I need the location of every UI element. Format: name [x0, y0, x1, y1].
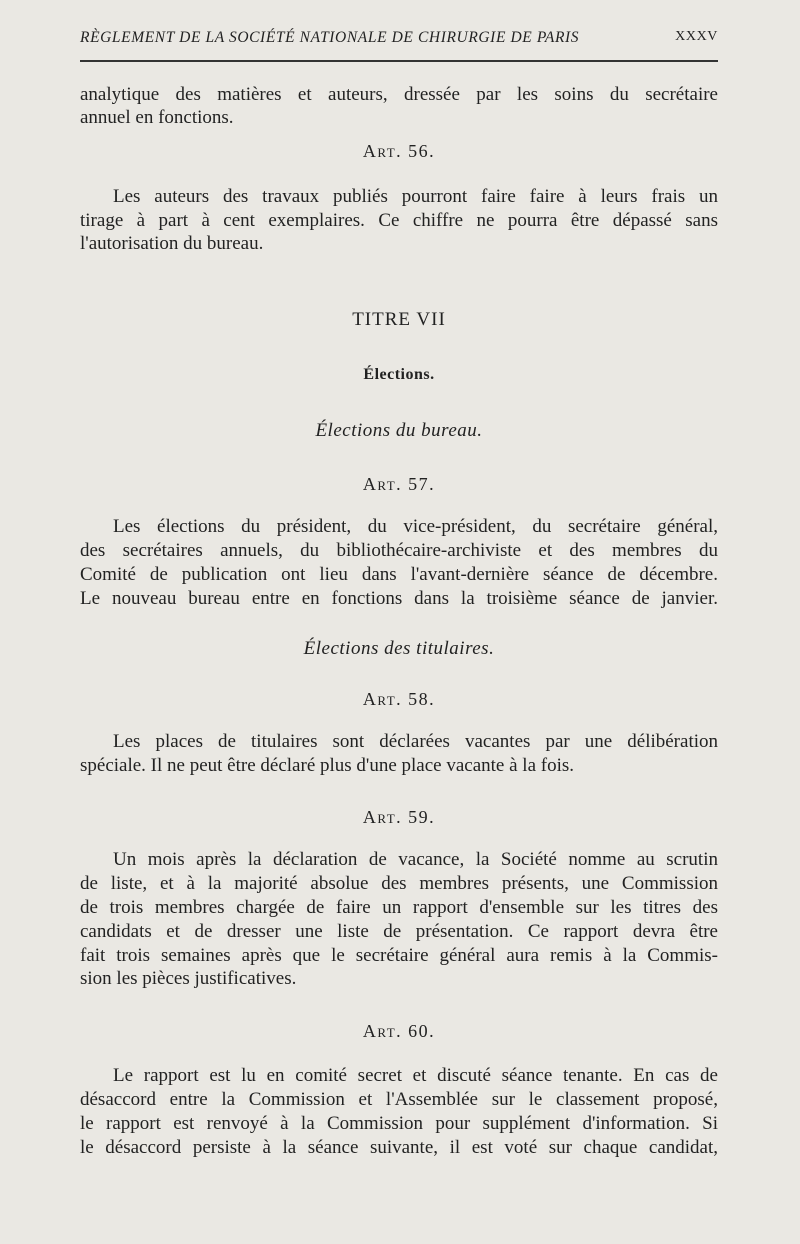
article-heading: Art. 57. — [362, 474, 436, 494]
paragraph-line: le rapport est renvoyé à la Commission pour supplément d'information. Si — [80, 1113, 718, 1134]
paragraph-line: sion les pièces justificatives. — [80, 968, 297, 989]
paragraph-line: des secrétaires annuels, du bibliothécaire-archiviste et des membres du — [80, 540, 718, 561]
paragraph-line: de liste, et à la majorité absolue des membres présents, une Commission — [80, 873, 718, 894]
paragraph-line: Le nouveau bureau entre en fonctions dans la troisième séance de janvier. — [80, 588, 718, 609]
paragraph-line: Les élections du président, du vice-président, du secrétaire général, — [113, 516, 718, 537]
running-title: RÈGLEMENT DE LA SOCIÉTÉ NATIONALE DE CHIRURGIE DE PARIS — [80, 29, 580, 46]
paragraph-line: le désaccord persiste à la séance suivante, il est voté sur chaque candidat, — [80, 1137, 718, 1158]
subsection-heading: Élections des titulaires. — [303, 638, 495, 659]
paragraph-line: annuel en fonctions. — [80, 107, 234, 128]
article-heading: Art. 56. — [362, 141, 436, 161]
paragraph-line: désaccord entre la Commission et l'Assemblée sur le classement proposé, — [80, 1089, 718, 1110]
header-rule — [80, 60, 718, 62]
paragraph-line: de trois membres chargée de faire un rapport d'ensemble sur les titres des — [80, 897, 718, 918]
section-heading: Élections. — [363, 366, 435, 383]
paragraph-line: analytique des matières et auteurs, dressée par les soins du secrétaire — [80, 84, 718, 105]
page-number: XXXV — [675, 29, 718, 44]
paragraph-line: spéciale. Il ne peut être déclaré plus d'une place vacante à la fois. — [80, 755, 575, 776]
paragraph-line: Les auteurs des travaux publiés pourront faire faire à leurs frais un — [113, 186, 718, 207]
paragraph-line: l'autorisation du bureau. — [80, 233, 264, 254]
article-heading: Art. 58. — [362, 689, 436, 709]
paragraph-line: fait trois semaines après que le secrétaire général aura remis à la Commis- — [80, 945, 718, 966]
paragraph-line: candidats et de dresser une liste de présentation. Ce rapport devra être — [80, 921, 718, 942]
article-heading: Art. 59. — [362, 807, 436, 827]
paragraph-line: Un mois après la déclaration de vacance, la Société nomme au scrutin — [113, 849, 718, 870]
paragraph-line: Les places de titulaires sont déclarées vacantes par une délibération — [113, 731, 718, 752]
article-heading: Art. 60. — [362, 1021, 436, 1041]
running-header — [80, 29, 718, 47]
paragraph-line: Comité de publication ont lieu dans l'avant-dernière séance de décembre. — [80, 564, 718, 585]
paragraph-line: Le rapport est lu en comité secret et discuté séance tenante. En cas de — [113, 1065, 718, 1086]
section-title: TITRE VII — [352, 309, 446, 330]
paragraph-line: tirage à part à cent exemplaires. Ce chiffre ne pourra être dépassé sans — [80, 210, 718, 231]
subsection-heading: Élections du bureau. — [315, 420, 483, 441]
